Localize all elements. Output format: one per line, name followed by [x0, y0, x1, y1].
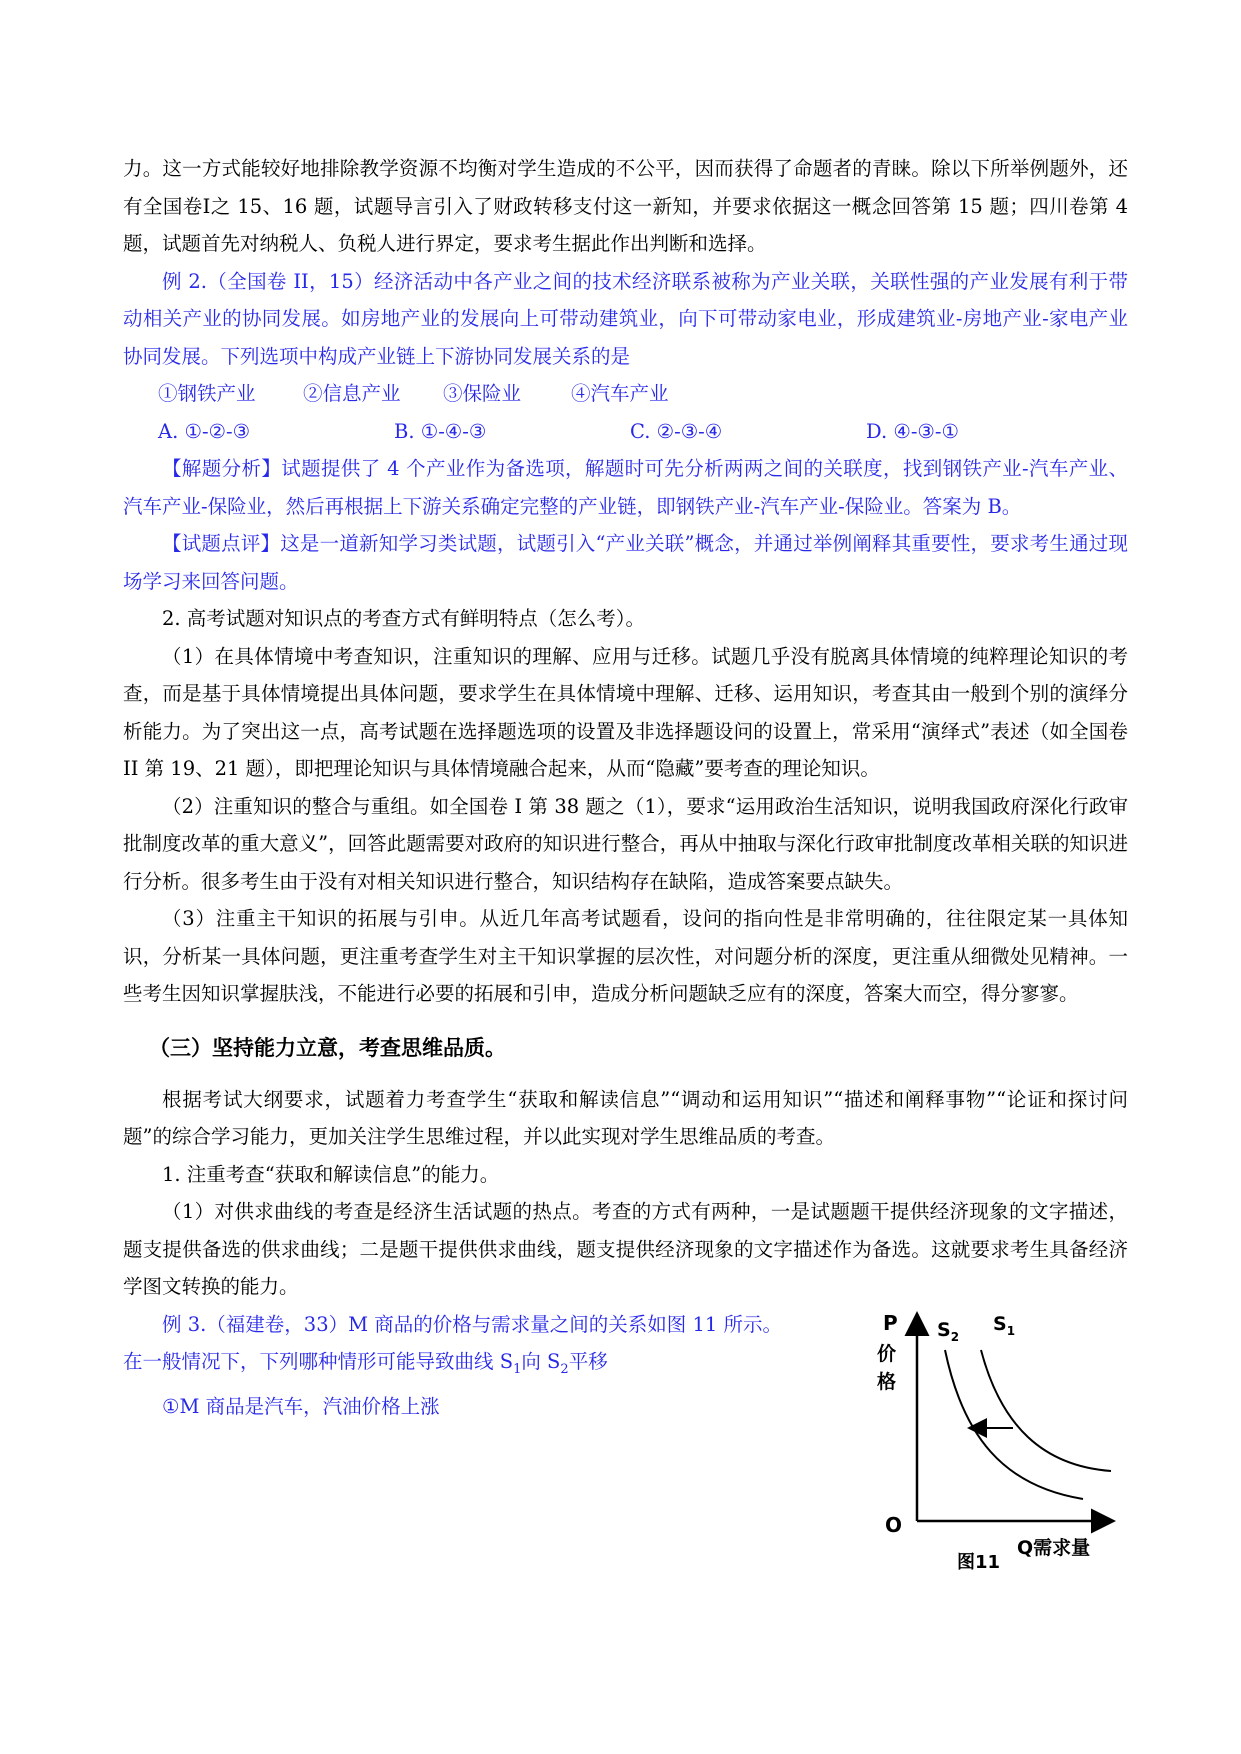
example-3-block — [123, 1306, 1128, 1571]
example-3-line-1: 例 3.（福建卷，33）M 商品的价格与需求量之间的关系如图 11 所示。 — [162, 1312, 782, 1336]
origin-label: O — [885, 1512, 903, 1537]
document-page — [123, 150, 1128, 1571]
section-3-title: （三）坚持能力立意，考查思维品质。 — [149, 1035, 506, 1060]
figure-caption: 图11 — [957, 1551, 1001, 1571]
example-2-item: ①钢铁产业 — [158, 382, 256, 405]
example-3-text: 平移 — [568, 1350, 608, 1373]
curve-s1-subscript: 1 — [1006, 1323, 1016, 1338]
example-2-stem: 例 2.（全国卷 II，15）经济活动中各产业之间的技术经济联系被称为产业关联，关联性强的产业发展有利于带动相关产业的协同发展。如房地产业的发展向上可带动建筑业，向下可带动家电业，形成建筑业-房地产业-家电产业协同发展。下列选项中构成产业链上下游协同发展关系的是 — [123, 269, 1128, 368]
example-2-answer: B. ①-④-③ — [394, 419, 487, 443]
example-2-answer: A. ①-②-③ — [158, 419, 251, 443]
example-3-text: 在一般情况下，下列哪种情形可能导致曲线 S — [123, 1350, 514, 1373]
curve-s2-subscript: 2 — [950, 1329, 960, 1344]
paragraph-point-2: 2. 高考试题对知识点的考查方式有鲜明特点（怎么考）。 — [162, 607, 646, 630]
subscript-2: 2 — [560, 1361, 569, 1377]
paragraph-intro: 力。这一方式能较好地排除教学资源不均衡对学生造成的不公平，因而获得了命题者的青睐。除以下所举例题外，还有全国卷Ⅰ之 15、16 题，试题导言引入了财政转移支付这一新知，并要求依据这一概念回答第 15 题；四川卷第 4 题，试题首先对纳税人、负税人进行界定，要求考生据此作出判断和选择。 — [123, 157, 1128, 255]
paragraph-point-2-2: （2）注重知识的整合与重组。如全国卷 I 第 38 题之（1），要求“运用政治生活知识，说明我国政府深化行政审批制度改革的重大意义”，回答此题需要对政府的知识进行整合，再从中抽取与深化行政审批制度改革相关联的知识进行分析。很多考生由于没有对相关知识进行整合，知识结构存在缺陷，造成答案要点缺失。 — [123, 794, 1128, 893]
y-axis-letter: P — [883, 1310, 898, 1335]
figure-11 — [833, 1296, 1133, 1571]
x-axis-label: Q需求量 — [1017, 1536, 1091, 1559]
paragraph-point-1: 1. 注重考查“获取和解读信息”的能力。 — [162, 1162, 500, 1186]
demand-curve-figure — [833, 1296, 1133, 1571]
example-2-answer: D. ④-③-① — [866, 419, 959, 443]
paragraph-point-2-1: （1）在具体情境中考查知识，注重知识的理解、应用与迁移。试题几乎没有脱离具体情境的纯粹理论知识的考查，而是基于具体情境提出具体问题，要求学生在具体情境中理解、迁移、运用知识，考查其由一般到个别的演绎分析能力。为了突出这一点，高考试题在选择题选项的设置及非选择题设问的设置上，常采用“演绎式”表述（如全国卷 II 第 19、21 题），即把理论知识与具体情境融合起来，从而“隐藏”要考查的理论知识。 — [123, 644, 1128, 780]
example-2-answers — [123, 413, 1128, 451]
curve-s2-label — [937, 1319, 959, 1344]
example-2-comment: 【试题点评】这是一道新知学习类试题，试题引入“产业关联”概念，并通过举例阐释其重要性，要求考生通过现场学习来回答问题。 — [123, 532, 1128, 593]
example-2-item: ③保险业 — [443, 382, 522, 405]
curve-s2 — [945, 1350, 1083, 1499]
curve-s2-letter: S — [937, 1318, 951, 1341]
example-2-items — [123, 375, 1128, 413]
example-2-answer: C. ②-③-④ — [630, 419, 723, 443]
y-axis-label-2: 格 — [877, 1370, 897, 1393]
curve-s1 — [981, 1350, 1111, 1471]
example-2-item: ②信息产业 — [303, 382, 401, 405]
example-2-item: ④汽车产业 — [571, 382, 669, 405]
paragraph-point-1-1: （1）对供求曲线的考查是经济生活试题的热点。考查的方式有两种，一是试题题干提供经济现象的文字描述，题支提供备选的供求曲线；二是题干提供供求曲线，题支提供经济现象的文字描述作为备选。这就要求考生具备经济学图文转换的能力。 — [123, 1200, 1128, 1298]
example-2-analysis: 【解题分析】试题提供了 4 个产业作为备选项，解题时可先分析两两之间的关联度，找到钢铁产业-汽车产业、汽车产业-保险业，然后再根据上下游关系确定完整的产业链，即钢铁产业-汽车产业-保险业。答案为 B。 — [123, 457, 1128, 518]
curve-s1-label — [993, 1313, 1015, 1338]
paragraph-point-2-3: （3）注重主干知识的拓展与引申。从近几年高考试题看，设问的指向性是非常明确的，往往限定某一具体知识，分析某一具体问题，更注重考查学生对主干知识掌握的层次性，对问题分析的深度，更注重从细微处见精神。一些考生因知识掌握肤浅，不能进行必要的拓展和引申，造成分析问题缺乏应有的深度，答案大而空，得分寥寥。 — [123, 907, 1128, 1005]
y-axis-label-1: 价 — [877, 1342, 897, 1365]
example-3-text: 向 S — [521, 1350, 561, 1373]
paragraph-section-3-intro: 根据考试大纲要求，试题着力考查学生“获取和解读信息”“调动和运用知识”“描述和阐释事物”“论证和探讨问题”的综合学习能力，更加关注学生思维过程，并以此实现对学生思维品质的考查。 — [123, 1087, 1128, 1148]
example-3-option-1: ①M 商品是汽车，汽油价格上涨 — [162, 1395, 440, 1419]
curve-s1-letter: S — [993, 1312, 1007, 1335]
example-3-line-2 — [123, 1343, 843, 1388]
subscript-1: 1 — [513, 1361, 522, 1377]
